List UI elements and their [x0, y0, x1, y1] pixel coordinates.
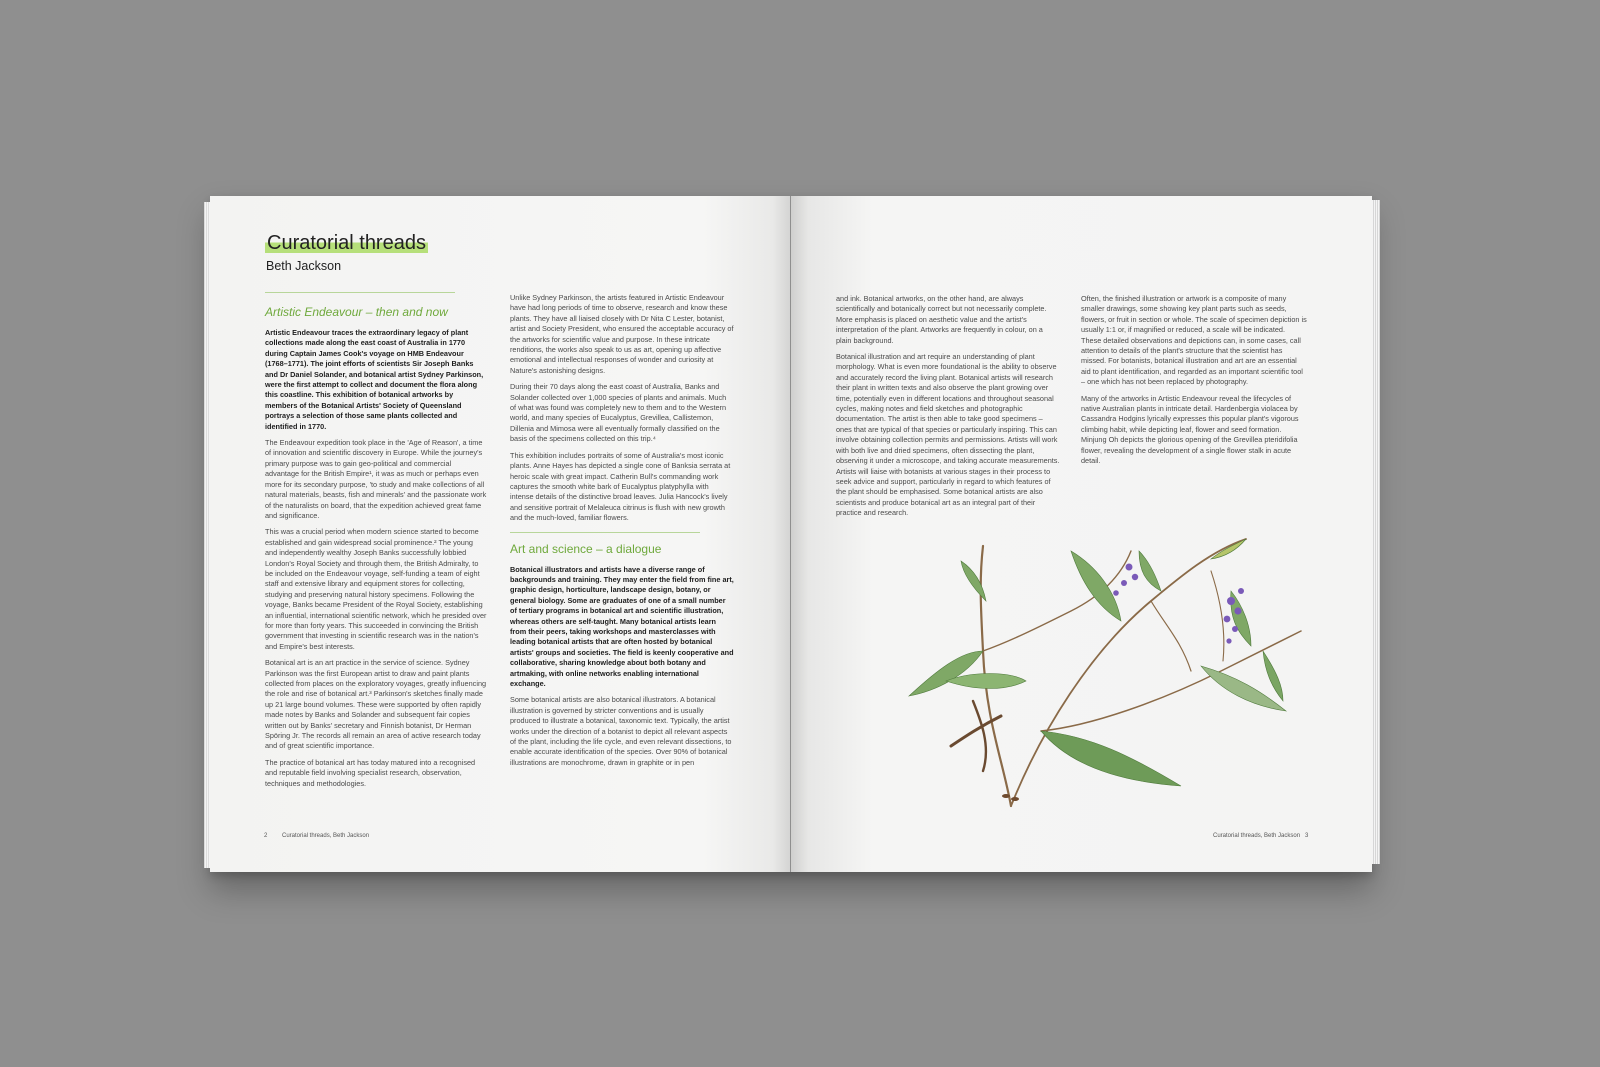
- page-number: 2: [264, 833, 268, 839]
- page-title: Curatorial threads: [267, 232, 426, 254]
- running-footer: Curatorial threads, Beth Jackson: [1213, 833, 1301, 839]
- body-paragraph: Unlike Sydney Parkinson, the artists featured in Artistic Endeavour have had long periods of time to observe, research and know these plants. They have all liaised closely with Dr Nita C Lester, botanist, artist and Society President, who ensured the acceptable accuracy of the artworks for scientific value and purpose. In these intricate renditions, the works also speak to us as art, opening up affective emotional and intellectual responses of wonder and curiosity at Nature's astonishing designs.: [510, 293, 734, 375]
- body-paragraph: and ink. Botanical artworks, on the other hand, are always scientifically and botanically correct but not necessarily complete. More emphasis is placed on aesthetic value and the artist's interpretation of the plant. Artworks are frequently in colour, on a plain background.: [836, 294, 1047, 345]
- open-book: [210, 196, 1372, 872]
- right-column-1: [836, 294, 1060, 525]
- lead-paragraph: Artistic Endeavour traces the extraordinary legacy of plant collections made along the east coast of Australia in 1770 during Captain James Cook's voyage on HMB Endeavour (1768–1771). The joint efforts of scientists Sir Joseph Banks and Dr Daniel Solander, and botanical artist Sydney Parkinson, were the first attempt to collect and document the flora along this coastline. This exhibition of botanical artworks by members of the Botanical Artists' Society of Queensland portrays a selection of those same plants collected and identified in 1770.: [265, 328, 484, 431]
- body-paragraph: Often, the finished illustration or artwork is a composite of many smaller drawings, some showing key plant parts such as seeds, flowers, or fruit in section or whole. The scale of specimen depiction is usually 1:1 or, if magnified or reduced, a scale will be indicated. These detailed observations and depictions can, in some cases, call attention to details of the plant's structure that the scientist has missed. For botanists, botanical illustration and art are an essential aid to plant identification, and regarded as an important scientific tool – one which has not been replaced by photography.: [1081, 294, 1307, 387]
- botanical-illustration: [891, 531, 1311, 816]
- section-heading: Artistic Endeavour – then and now: [265, 305, 448, 319]
- left-page: [210, 196, 790, 872]
- body-paragraph: Some botanical artists are also botanical illustrators. A botanical illustration is governed by stricter conventions and is usually produced to illustrate a botanical, taxonomic text. Typically, the artist works under the direction of a botanist to depict all relevant aspects of the plant, including the life cycle, and even relevant dissections, to enable accurate identification of the species. Over 90% of botanical illustrations are monochrome, drawn in graphite or in pen: [510, 695, 732, 767]
- body-paragraph: During their 70 days along the east coast of Australia, Banks and Solander collected over 1,000 species of plants and animals. Much of what was found was completely new to them and to the Western world, and many species of Eucalyptus, Grevillea, Callistemon, Dillenia and Mimosa were all eventually formally classified on the basis of the specimens collected on this trip.⁴: [510, 382, 727, 444]
- left-column-1: [265, 305, 487, 795]
- divider-rule: [510, 532, 700, 533]
- body-paragraph: Many of the artworks in Artistic Endeavour reveal the lifecycles of native Australian plants in intricate detail. Hardenbergia violacea by Cassandra Hodgins lyrically expresses this popular plant's vigorous climbing habit, while depicting leaf, flower and seed formation. Minjung Oh depicts the glorious opening of the Grevillea pteridifolia flower, revealing the development of a single flower stalk in acute detail.: [1081, 393, 1299, 466]
- page-number: 3: [1305, 833, 1309, 839]
- body-paragraph: The Endeavour expedition took place in the 'Age of Reason', a time of innovation and scientific discovery in Europe. While the journey's primary purpose was to gain geo-political and commercial advantage for the British Empire¹, it was as much or perhaps even more for its secondary purpose, 'to study and make collections of all natural materials, beasts, fish and minerals' and the passionate work of the naturalists on board, that the expedition achieved great fame and significance.: [265, 438, 487, 520]
- body-paragraph: This exhibition includes portraits of some of Australia's most iconic plants. Anne Hayes has depicted a single cone of Banksia serrata at heroic scale with great impact. Catherin Bull's commanding work captures the smooth white bark of Eucalyptus platyphylla with intense details of the distinctive broad leaves. Julia Hancock's lively and sensitive portrait of Melaleuca citrinus is flush with new growth and the much-loved, familiar flowers.: [510, 450, 731, 523]
- body-paragraph: The practice of botanical art has today matured into a recognised and reputable field involving specialist research, observation, techniques and methodologies.: [265, 757, 476, 788]
- body-paragraph: Botanical illustration and art require an understanding of plant morphology. What is even more foundational is the ability to observe and accurately record the living plant. Botanical artists will research their plant in written texts and also observe the plant growing over time, potentially even in different locations and throughout seasonal cycles, making notes and field sketches and photographic documentation. The artist is then able to take good specimens – ones that are typical of that species or particularly inspiring. This can involve obtaining collection permits and permissions. Artists will work with both live and dried specimens, often dissecting the plant, observing it under a microscope, and taking accurate measurements. Artists will liaise with botanists at various stages in their process to seek advice and support, particularly in regard to which features of the plant should be emphasised. Some botanical artists are also scientists and produce botanical art as an integral part of their practice and research.: [836, 352, 1060, 518]
- section-heading: Art and science – a dialogue: [510, 541, 662, 556]
- lead-paragraph: Botanical illustrators and artists have a diverse range of backgrounds and training. They may enter the field from fine art, graphic design, horticulture, landscape design, botany, or general biology. Some are graduates of one of a small number of tertiary programs in botanical art and scientific illustration, whereas others are self-taught. Many botanical artists learn from their peers, taking workshops and masterclasses with leading botanical artists that are often hosted by botanical artists' groups and societies. The field is keenly cooperative and collaborative, sharing knowledge about both botany and artmaking, with online networks enabling international exchange.: [510, 564, 734, 688]
- right-page: [791, 196, 1372, 872]
- left-column-2: [510, 293, 734, 774]
- body-paragraph: This was a crucial period when modern science started to become established and gain widespread social prominence.² The young and independently wealthy Joseph Banks successfully lobbied London's Royal Society and through them, the British Admiralty, to be included on the Endeavour voyage, self-funding a team of eight staff and extensive library and equipment stores for collecting, studying and preserving natural history specimens. Following the voyage, Banks became President of the Royal Society, establishing an influential, international scientific network, which he presided over for more than forty years. This succeeded in convincing the British government that investing in scientific research was in the nation's and Empire's best interests.: [265, 527, 487, 651]
- body-paragraph: Botanical art is an art practice in the service of science. Sydney Parkinson was the first European artist to draw and paint plants collected from places on the exploratory voyages, greatly influencing the role and rise of botanical art.³ Parkinson's sketches finally made up 21 large bound volumes. These were supported by often rapidly made notes by Banks and Solander and subsequent fair copies written out by Banks' secretary and Finnish botanist, Dr Herman Spöring Jr. The records all remain an area of active research today and of great scientific importance.: [265, 658, 487, 751]
- author-name: Beth Jackson: [266, 259, 342, 273]
- divider-rule: [265, 292, 455, 293]
- right-column-2: [1081, 294, 1307, 473]
- running-footer: Curatorial threads, Beth Jackson: [282, 833, 370, 839]
